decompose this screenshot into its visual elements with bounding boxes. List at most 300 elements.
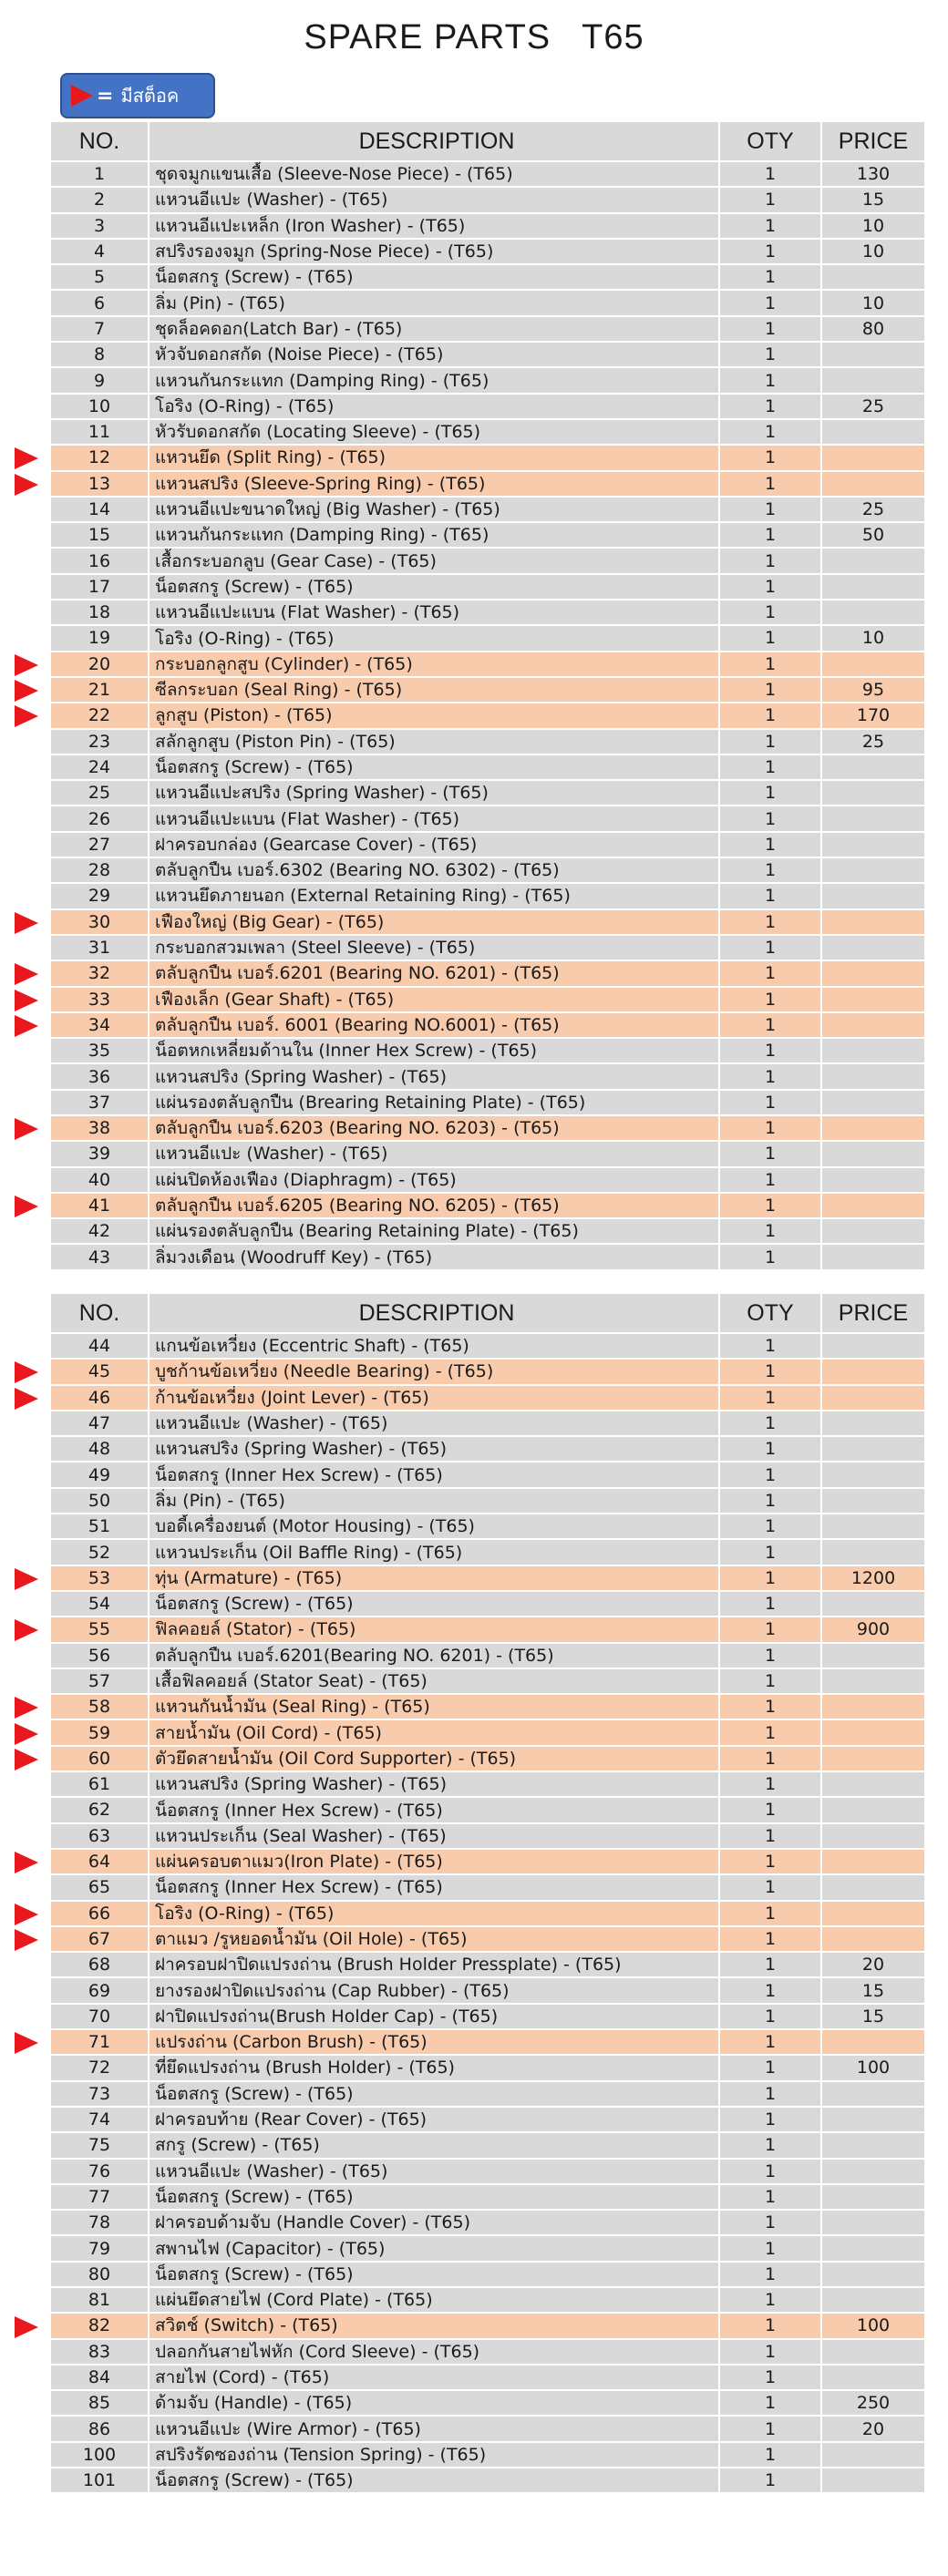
part-price: [822, 420, 926, 446]
part-price: [822, 936, 926, 961]
table-row: [51, 498, 926, 523]
part-price: 10: [822, 291, 926, 316]
in-stock-marker-icon: [15, 705, 38, 727]
part-number: 47: [51, 1411, 149, 1437]
part-qty: 1: [720, 1245, 822, 1270]
part-description: โอริง (O-Ring) - (T65): [149, 626, 720, 652]
table-row: [51, 858, 926, 884]
part-price: 1200: [822, 1566, 926, 1592]
part-qty: 1: [720, 1978, 822, 2004]
part-number: 81: [51, 2288, 149, 2314]
table-row: [51, 1064, 926, 1090]
part-description: บอดี้เครื่องยนต์ (Motor Housing) - (T65): [149, 1514, 720, 1540]
table-row: [51, 240, 926, 265]
part-qty: 1: [720, 498, 822, 523]
part-qty: 1: [720, 1091, 822, 1116]
part-description: แผ่นยึดสายไฟ (Cord Plate) - (T65): [149, 2288, 720, 2314]
table-row: [51, 2340, 926, 2366]
part-number: 40: [51, 1168, 149, 1194]
part-description: หัวจับดอกสกัด (Noise Piece) - (T65): [149, 343, 720, 368]
part-description: น็อตสกรู (Screw) - (T65): [149, 755, 720, 781]
table-row: [51, 678, 926, 703]
part-price: [822, 858, 926, 884]
part-price: [822, 1116, 926, 1142]
part-description: ที่ยึดแปรงถ่าน (Brush Holder) - (T65): [149, 2056, 720, 2081]
part-number: 77: [51, 2185, 149, 2211]
part-price: [822, 1091, 926, 1116]
part-price: [822, 806, 926, 832]
table-row: [51, 1091, 926, 1116]
part-qty: 1: [720, 1219, 822, 1245]
part-qty: 1: [720, 806, 822, 832]
part-qty: 1: [720, 2417, 822, 2442]
part-description: น็อตสกรู (Screw) - (T65): [149, 1592, 720, 1617]
part-price: [822, 1850, 926, 1875]
part-description: สปริงรัดซองถ่าน (Tension Spring) - (T65): [149, 2443, 720, 2468]
table-row: [51, 2417, 926, 2442]
part-price: [822, 1334, 926, 1360]
part-number: 63: [51, 1824, 149, 1850]
part-number: 75: [51, 2133, 149, 2159]
part-qty: 1: [720, 1462, 822, 1488]
part-description: เสื้อฟิลคอยล์ (Stator Seat) - (T65): [149, 1669, 720, 1695]
table-row: [51, 1592, 926, 1617]
part-qty: 1: [720, 600, 822, 626]
part-description: น็อตสกรู (Screw) - (T65): [149, 2185, 720, 2211]
part-number: 42: [51, 1219, 149, 1245]
table-row: [51, 626, 926, 652]
part-description: แหวนสปริง (Spring Washer) - (T65): [149, 1437, 720, 1462]
page-title: SPARE PARTS T65: [304, 18, 644, 56]
part-qty: 1: [720, 678, 822, 703]
part-description: น็อตหกเหลี่ยมด้านใน (Inner Hex Screw) - (T65): [149, 1039, 720, 1064]
part-number: 53: [51, 1566, 149, 1592]
part-qty: 1: [720, 961, 822, 987]
part-price: [822, 472, 926, 498]
part-qty: 1: [720, 188, 822, 213]
part-qty: 1: [720, 730, 822, 755]
part-qty: 1: [720, 1334, 822, 1360]
part-description: กระบอกสวมเพลา (Steel Sleeve) - (T65): [149, 936, 720, 961]
part-description: แหวนสปริง (Spring Washer) - (T65): [149, 1064, 720, 1090]
table-row: [51, 523, 926, 549]
part-qty: 1: [720, 1644, 822, 1669]
part-price: [822, 600, 926, 626]
part-qty: 1: [720, 240, 822, 265]
parts-table-1: [51, 122, 926, 1271]
part-description: ชุดล็อคดอก(Latch Bar) - (T65): [149, 317, 720, 343]
part-description: แหวนประเก็น (Seal Washer) - (T65): [149, 1824, 720, 1850]
part-qty: 1: [720, 858, 822, 884]
part-price: [822, 781, 926, 806]
part-number: 20: [51, 652, 149, 678]
part-price: [822, 1462, 926, 1488]
part-description: แปรงถ่าน (Carbon Brush) - (T65): [149, 2030, 720, 2056]
part-number: 56: [51, 1644, 149, 1669]
part-price: [822, 1437, 926, 1462]
table-row: [51, 961, 926, 987]
part-number: 48: [51, 1437, 149, 1462]
part-description: บูชก้านข้อเหวี่ยง (Needle Bearing) - (T65): [149, 1360, 720, 1385]
part-number: 34: [51, 1013, 149, 1039]
part-description: น็อตสกรู (Inner Hex Screw) - (T65): [149, 1462, 720, 1488]
in-stock-marker-icon: [15, 1723, 38, 1745]
part-qty: 1: [720, 2030, 822, 2056]
part-number: 36: [51, 1064, 149, 1090]
part-number: 45: [51, 1360, 149, 1385]
part-number: 51: [51, 1514, 149, 1540]
part-price: 900: [822, 1617, 926, 1643]
part-description: เฟืองเล็ก (Gear Shaft) - (T65): [149, 988, 720, 1013]
part-price: 100: [822, 2056, 926, 2081]
table-row: [51, 1720, 926, 1746]
part-description: โอริง (O-Ring) - (T65): [149, 395, 720, 420]
part-price: [822, 368, 926, 394]
legend-label: มีสต็อค: [120, 85, 180, 107]
part-number: 17: [51, 575, 149, 600]
part-qty: 1: [720, 214, 822, 240]
table-row: [51, 317, 926, 343]
part-price: [822, 910, 926, 936]
part-price: [822, 1411, 926, 1437]
part-qty: 1: [720, 1194, 822, 1219]
part-qty: 1: [720, 2082, 822, 2108]
part-description: แหวนกันกระแทก (Damping Ring) - (T65): [149, 368, 720, 394]
part-qty: 1: [720, 1064, 822, 1090]
table-row: [51, 2108, 926, 2133]
part-description: แหวนอีแปะขนาดใหญ่ (Big Washer) - (T65): [149, 498, 720, 523]
part-price: 50: [822, 523, 926, 549]
part-number: 19: [51, 626, 149, 652]
part-qty: 1: [720, 1592, 822, 1617]
table-header: [51, 122, 926, 162]
part-qty: 1: [720, 395, 822, 420]
table-row: [51, 549, 926, 574]
part-number: 30: [51, 910, 149, 936]
part-qty: 1: [720, 1411, 822, 1437]
header-price: PRICE: [822, 122, 926, 162]
part-description: แหวนกันน้ำมัน (Seal Ring) - (T65): [149, 1695, 720, 1720]
part-number: 73: [51, 2082, 149, 2108]
part-description: กระบอกลูกสูบ (Cylinder) - (T65): [149, 652, 720, 678]
table-row: [51, 1850, 926, 1875]
part-price: [822, 1013, 926, 1039]
in-stock-marker-icon: [15, 1196, 38, 1217]
in-stock-marker-icon: [15, 680, 38, 702]
part-price: 100: [822, 2314, 926, 2339]
part-price: 15: [822, 1978, 926, 2004]
part-number: 35: [51, 1039, 149, 1064]
parts-table-2: [51, 1294, 926, 2494]
table-row: [51, 343, 926, 368]
part-description: ตลับลูกปืน เบอร์. 6001 (Bearing NO.6001) - (T65): [149, 1013, 720, 1039]
part-number: 49: [51, 1462, 149, 1488]
part-price: [822, 1902, 926, 1927]
part-number: 41: [51, 1194, 149, 1219]
part-qty: 1: [720, 652, 822, 678]
part-price: [822, 1720, 926, 1746]
part-qty: 1: [720, 1617, 822, 1643]
table-row: [51, 1566, 926, 1592]
part-number: 9: [51, 368, 149, 394]
table-header: [51, 1294, 926, 1334]
in-stock-marker-icon: [15, 1904, 38, 1925]
in-stock-marker-icon: [15, 474, 38, 496]
table-row: [51, 755, 926, 781]
part-description: แหวนสปริง (Spring Washer) - (T65): [149, 1772, 720, 1798]
in-stock-marker-icon: [15, 1361, 38, 1383]
table-row: [51, 1617, 926, 1643]
part-qty: 1: [720, 1875, 822, 1901]
table-row: [51, 1902, 926, 1927]
part-price: 170: [822, 703, 926, 729]
part-qty: 1: [720, 575, 822, 600]
part-price: [822, 1824, 926, 1850]
part-description: ตาแมว /รูหยอดน้ำมัน (Oil Hole) - (T65): [149, 1927, 720, 1953]
part-description: แหวนอีแปะ (Washer) - (T65): [149, 1411, 720, 1437]
part-price: [822, 1540, 926, 1565]
table-row: [51, 395, 926, 420]
in-stock-marker-icon: [15, 1852, 38, 1873]
table-row: [51, 1219, 926, 1245]
part-qty: 1: [720, 523, 822, 549]
part-description: สพานไฟ (Capacitor) - (T65): [149, 2236, 720, 2262]
part-price: [822, 2443, 926, 2468]
part-number: 8: [51, 343, 149, 368]
part-qty: 1: [720, 1142, 822, 1167]
part-number: 6: [51, 291, 149, 316]
in-stock-marker-icon: [15, 447, 38, 469]
part-qty: 1: [720, 420, 822, 446]
part-description: แหวนสปริง (Sleeve-Spring Ring) - (T65): [149, 472, 720, 498]
part-qty: 1: [720, 446, 822, 471]
part-number: 71: [51, 2030, 149, 2056]
part-description: แผ่นรองตลับลูกปืน (Brearing Retaining Plate) - (T65): [149, 1091, 720, 1116]
part-description: น็อตสกรู (Inner Hex Screw) - (T65): [149, 1798, 720, 1823]
part-qty: 1: [720, 884, 822, 909]
part-number: 15: [51, 523, 149, 549]
header-description: DESCRIPTION: [149, 122, 720, 162]
part-price: 25: [822, 730, 926, 755]
part-qty: 1: [720, 2263, 822, 2288]
table-row: [51, 2160, 926, 2185]
table-row: [51, 1334, 926, 1360]
part-number: 39: [51, 1142, 149, 1167]
table-row: [51, 2056, 926, 2081]
table-row: [51, 291, 926, 316]
part-qty: 1: [720, 2108, 822, 2133]
part-number: 38: [51, 1116, 149, 1142]
part-description: ยางรองฝาปิดแปรงถ่าน (Cap Rubber) - (T65): [149, 1978, 720, 2004]
part-qty: 1: [720, 1514, 822, 1540]
red-triangle-in-stock-icon: [71, 85, 93, 107]
in-stock-marker-icon: [15, 1388, 38, 1410]
table-row: [51, 1360, 926, 1385]
table-row: [51, 2005, 926, 2030]
part-number: 13: [51, 472, 149, 498]
part-description: โอริง (O-Ring) - (T65): [149, 1902, 720, 1927]
part-number: 69: [51, 1978, 149, 2004]
part-qty: 1: [720, 1116, 822, 1142]
part-qty: 1: [720, 2366, 822, 2391]
part-description: แผ่นปิดห้องเฟือง (Diaphragm) - (T65): [149, 1168, 720, 1194]
part-price: [822, 2082, 926, 2108]
part-price: 95: [822, 678, 926, 703]
part-description: ฟิลคอยล์ (Stator) - (T65): [149, 1617, 720, 1643]
part-description: น็อตสกรู (Screw) - (T65): [149, 2082, 720, 2108]
part-description: แหวนอีแปะ (Washer) - (T65): [149, 1142, 720, 1167]
table-row: [51, 2366, 926, 2391]
in-stock-marker-icon: [15, 1697, 38, 1719]
part-qty: 1: [720, 2391, 822, 2417]
part-qty: 1: [720, 1039, 822, 1064]
part-qty: 1: [720, 910, 822, 936]
in-stock-marker-icon: [15, 912, 38, 934]
part-number: 65: [51, 1875, 149, 1901]
part-number: 58: [51, 1695, 149, 1720]
part-price: [822, 988, 926, 1013]
table-row: [51, 1875, 926, 1901]
part-price: 15: [822, 188, 926, 213]
part-number: 3: [51, 214, 149, 240]
part-price: [822, 1386, 926, 1411]
part-description: แหวนอีแปะ (Washer) - (T65): [149, 188, 720, 213]
part-number: 59: [51, 1720, 149, 1746]
part-price: 130: [822, 162, 926, 188]
part-number: 46: [51, 1386, 149, 1411]
table-row: [51, 2211, 926, 2236]
part-price: 10: [822, 214, 926, 240]
part-price: [822, 1168, 926, 1194]
in-stock-marker-icon: [15, 1749, 38, 1770]
table-row: [51, 575, 926, 600]
table-row: [51, 884, 926, 909]
part-price: [822, 961, 926, 987]
part-qty: 1: [720, 343, 822, 368]
part-number: 82: [51, 2314, 149, 2339]
part-number: 10: [51, 395, 149, 420]
part-qty: 1: [720, 1772, 822, 1798]
part-price: [822, 446, 926, 471]
table-row: [51, 2263, 926, 2288]
part-number: 1: [51, 162, 149, 188]
part-price: [822, 265, 926, 291]
table-row: [51, 1386, 926, 1411]
part-number: 55: [51, 1617, 149, 1643]
part-price: [822, 2263, 926, 2288]
part-number: 11: [51, 420, 149, 446]
part-price: [822, 1592, 926, 1617]
table-row: [51, 806, 926, 832]
in-stock-marker-icon: [15, 1118, 38, 1140]
table-row: [51, 446, 926, 471]
part-description: ตลับลูกปืน เบอร์.6201 (Bearing NO. 6201) - (T65): [149, 961, 720, 987]
part-qty: 1: [720, 1824, 822, 1850]
part-qty: 1: [720, 265, 822, 291]
part-description: แผ่นครอบตาแมว(Iron Plate) - (T65): [149, 1850, 720, 1875]
header-qty: OTY: [720, 122, 822, 162]
part-number: 66: [51, 1902, 149, 1927]
part-number: 23: [51, 730, 149, 755]
part-description: น็อตสกรู (Screw) - (T65): [149, 2468, 720, 2494]
table-row: [51, 1644, 926, 1669]
table-row: [51, 214, 926, 240]
part-description: สายไฟ (Cord) - (T65): [149, 2366, 720, 2391]
part-qty: 1: [720, 549, 822, 574]
part-qty: 1: [720, 1540, 822, 1565]
part-price: [822, 1489, 926, 1514]
table-row: [51, 833, 926, 858]
part-price: 10: [822, 240, 926, 265]
part-description: น็อตสกรู (Screw) - (T65): [149, 2263, 720, 2288]
part-description: น็อตสกรู (Inner Hex Screw) - (T65): [149, 1875, 720, 1901]
table-row: [51, 1824, 926, 1850]
part-price: [822, 1360, 926, 1385]
in-stock-marker-icon: [15, 2032, 38, 2054]
part-qty: 1: [720, 1669, 822, 1695]
table-row: [51, 368, 926, 394]
part-qty: 1: [720, 936, 822, 961]
part-price: [822, 755, 926, 781]
part-qty: 1: [720, 1927, 822, 1953]
part-description: สายน้ำมัน (Oil Cord) - (T65): [149, 1720, 720, 1746]
table-row: [51, 1168, 926, 1194]
part-description: ลูกสูบ (Piston) - (T65): [149, 703, 720, 729]
part-price: [822, 1798, 926, 1823]
part-qty: 1: [720, 317, 822, 343]
table-row: [51, 910, 926, 936]
part-description: ลิ่มวงเดือน (Woodruff Key) - (T65): [149, 1245, 720, 1270]
part-number: 70: [51, 2005, 149, 2030]
part-price: [822, 1142, 926, 1167]
in-stock-marker-icon: [15, 990, 38, 1011]
table-row: [51, 652, 926, 678]
part-number: 64: [51, 1850, 149, 1875]
table-row: [51, 2468, 926, 2494]
table-row: [51, 988, 926, 1013]
part-number: 14: [51, 498, 149, 523]
part-description: สปริงรองจมูก (Spring-Nose Piece) - (T65): [149, 240, 720, 265]
part-description: ตัวยึดสายน้ำมัน (Oil Cord Supporter) - (T65): [149, 1747, 720, 1772]
part-price: [822, 833, 926, 858]
table-row: [51, 2133, 926, 2159]
part-description: ปลอกกันสายไฟหัก (Cord Sleeve) - (T65): [149, 2340, 720, 2366]
part-number: 61: [51, 1772, 149, 1798]
part-number: 50: [51, 1489, 149, 1514]
part-price: [822, 2211, 926, 2236]
part-number: 24: [51, 755, 149, 781]
part-number: 5: [51, 265, 149, 291]
part-qty: 1: [720, 988, 822, 1013]
part-price: [822, 2236, 926, 2262]
part-description: สลักลูกสูบ (Piston Pin) - (T65): [149, 730, 720, 755]
part-description: ก้านข้อเหวี่ยง (Joint Lever) - (T65): [149, 1386, 720, 1411]
part-price: [822, 1772, 926, 1798]
part-qty: 1: [720, 755, 822, 781]
part-qty: 1: [720, 1168, 822, 1194]
part-qty: 1: [720, 2211, 822, 2236]
in-stock-marker-icon: [15, 654, 38, 676]
table-row: [51, 730, 926, 755]
table-row: [51, 2030, 926, 2056]
in-stock-marker-icon: [15, 1568, 38, 1590]
table-row: [51, 1953, 926, 1978]
part-description: ตลับลูกปืน เบอร์.6201(Bearing NO. 6201) - (T65): [149, 1644, 720, 1669]
table-row: [51, 936, 926, 961]
part-price: [822, 884, 926, 909]
table-row: [51, 420, 926, 446]
part-description: แหวนประเก็น (Oil Baffle Ring) - (T65): [149, 1540, 720, 1565]
